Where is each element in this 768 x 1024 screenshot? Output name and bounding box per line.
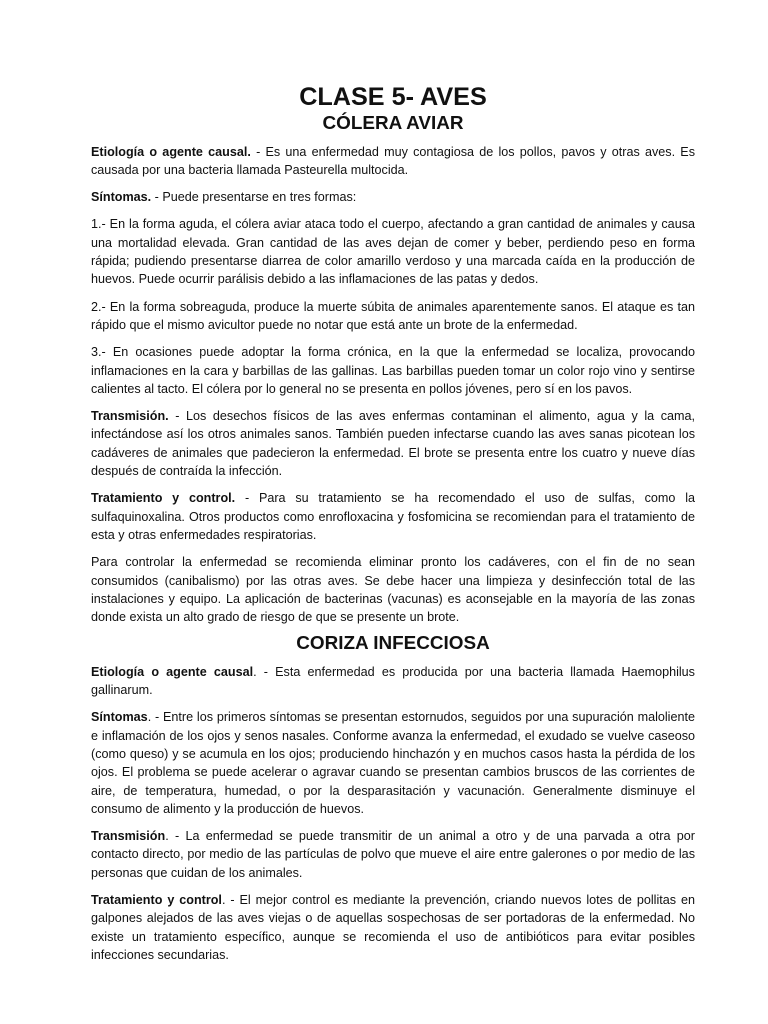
paragraph-label: Etiología o agente causal [91, 664, 254, 679]
paragraph-text: 3.- En ocasiones puede adoptar la forma crónica, en la que la enfermedad se localiza, provocando inflamaciones en la cara y barbillas de las gallinas. Las barbillas pueden tomar un color rojo vino y sentirse calientes al tacto. El cólera por lo general no se presenta en pollos jóvenes, pero sí en los pavos. [91, 345, 695, 396]
paragraph-transmision [91, 407, 695, 480]
paragraph-forma-cronica [91, 343, 695, 398]
paragraph-text: 2.- En la forma sobreaguda, produce la muerte súbita de animales aparentemente sanos. El ataque es tan rápido que el mismo avicultor puede no notar que está ante un brote de la enfermedad. [91, 299, 695, 332]
section-heading-colera-aviar: CÓLERA AVIAR [322, 113, 464, 135]
paragraph-sintomas [91, 708, 695, 818]
paragraph-text: - Para su tratamiento se ha recomendado el uso de sulfas, como la sulfaquinoxalina. Otros productos como enrofloxacina y fosfomicina se recomiendan para el tratamiento de esta y otras enfermedades respiratorias. [91, 491, 696, 542]
paragraph-etiologia [91, 143, 695, 180]
paragraph-text: - Es una enfermedad muy contagiosa de los pollos, pavos y otras aves. Es causada por una bacteria llamada Pasteurella multocida. [91, 144, 695, 177]
paragraph-label: Transmisión [91, 829, 166, 844]
paragraph-label: Síntomas [91, 710, 148, 725]
paragraph-label: Tratamiento y control. [91, 491, 236, 506]
paragraph-forma-sobreaguda [91, 298, 695, 335]
paragraph-text: . - La enfermedad se puede transmitir de un animal a otro y de una parvada a otra por contacto directo, por medio de las partículas de polvo que mueve el aire entre galerones o por medio de las personas que cuidan de los animales. [91, 829, 695, 880]
paragraph-text: . - Entre los primeros síntomas se presentan estornudos, seguidos por una supuración maloliente e inflamación de los ojos y senos nasales. Conforme avanza la enfermedad, el exudado se vuelve caseoso (como queso) y se acumula en los ojos; produciendo hinchazón y en muchos casos hasta la pérdida de los ojos. El problema se puede acelerar o agravar cuando se presentan cambios bruscos de las corrientes de aire, de temperatura, humedad, o por la desparasitación y vacunación. Generalmente disminuye el consumo de alimento y la producción de huevos. [91, 710, 695, 816]
paragraph-label: Transmisión. [91, 409, 169, 424]
paragraph-label: Tratamiento y control [91, 892, 222, 907]
paragraph-control [91, 553, 695, 626]
paragraph-etiologia [91, 663, 695, 700]
paragraph-label: Síntomas. [91, 190, 152, 205]
paragraph-text: . - Esta enfermedad es producida por una bacteria llamada Haemophilus gallinarum. [91, 664, 695, 698]
document-title: CLASE 5- AVES [299, 83, 487, 111]
paragraph-tratamiento [91, 891, 695, 964]
paragraph-transmision [91, 827, 695, 882]
paragraph-text: . - El mejor control es mediante la prevención, criando nuevos lotes de pollitas en galpones alejados de las aves viejas o de aquellas sospechosas de ser portadoras de la enfermedad. No existe un tratamiento específico, aunque se recomienda el uso de antibióticos para evitar posibles infecciones secundarias. [91, 892, 695, 962]
paragraph-sintomas [91, 188, 695, 206]
paragraph-label: Etiología o agente causal. [91, 144, 251, 159]
paragraph-text: 1.- En la forma aguda, el cólera aviar ataca todo el cuerpo, afectando a gran cantidad de animales y causa una mortalidad elevada. Gran cantidad de las aves dejan de comer y beber, perdiendo peso en forma rápida; pudiendo presentarse diarrea de color amarillo verdoso y una marcada caída en la producción de huevos. Puede ocurrir parálisis debido a las inflamaciones de las patas y dedos. [91, 217, 695, 287]
document-page [91, 83, 696, 973]
paragraph-text: Para controlar la enfermedad se recomienda eliminar pronto los cadáveres, con el fin de no sean consumidos (canibalismo) por las otras aves. Se debe hacer una limpieza y desinfección total de las instalaciones y equipo. La aplicación de bacterinas (vacunas) es aconsejable en la mayoría de las zonas donde exista un alto grado de riesgo de que se presente un brote. [91, 555, 695, 625]
paragraph-tratamiento [91, 489, 695, 544]
paragraph-text: - Puede presentarse en tres formas: [151, 190, 357, 205]
section-heading-coriza-infecciosa: CORIZA INFECCIOSA [296, 633, 490, 655]
paragraph-forma-aguda [91, 215, 695, 288]
paragraph-text: - Los desechos físicos de las aves enfermas contaminan el alimento, agua y la cama, infectándose así los otros animales sanos. También pueden infectarse cuando las aves sanas picotean los cadáveres de animales que padecieron la enfermedad. El brote se presenta entre los cuatro y nueve días después de contraída la infección. [91, 409, 695, 479]
